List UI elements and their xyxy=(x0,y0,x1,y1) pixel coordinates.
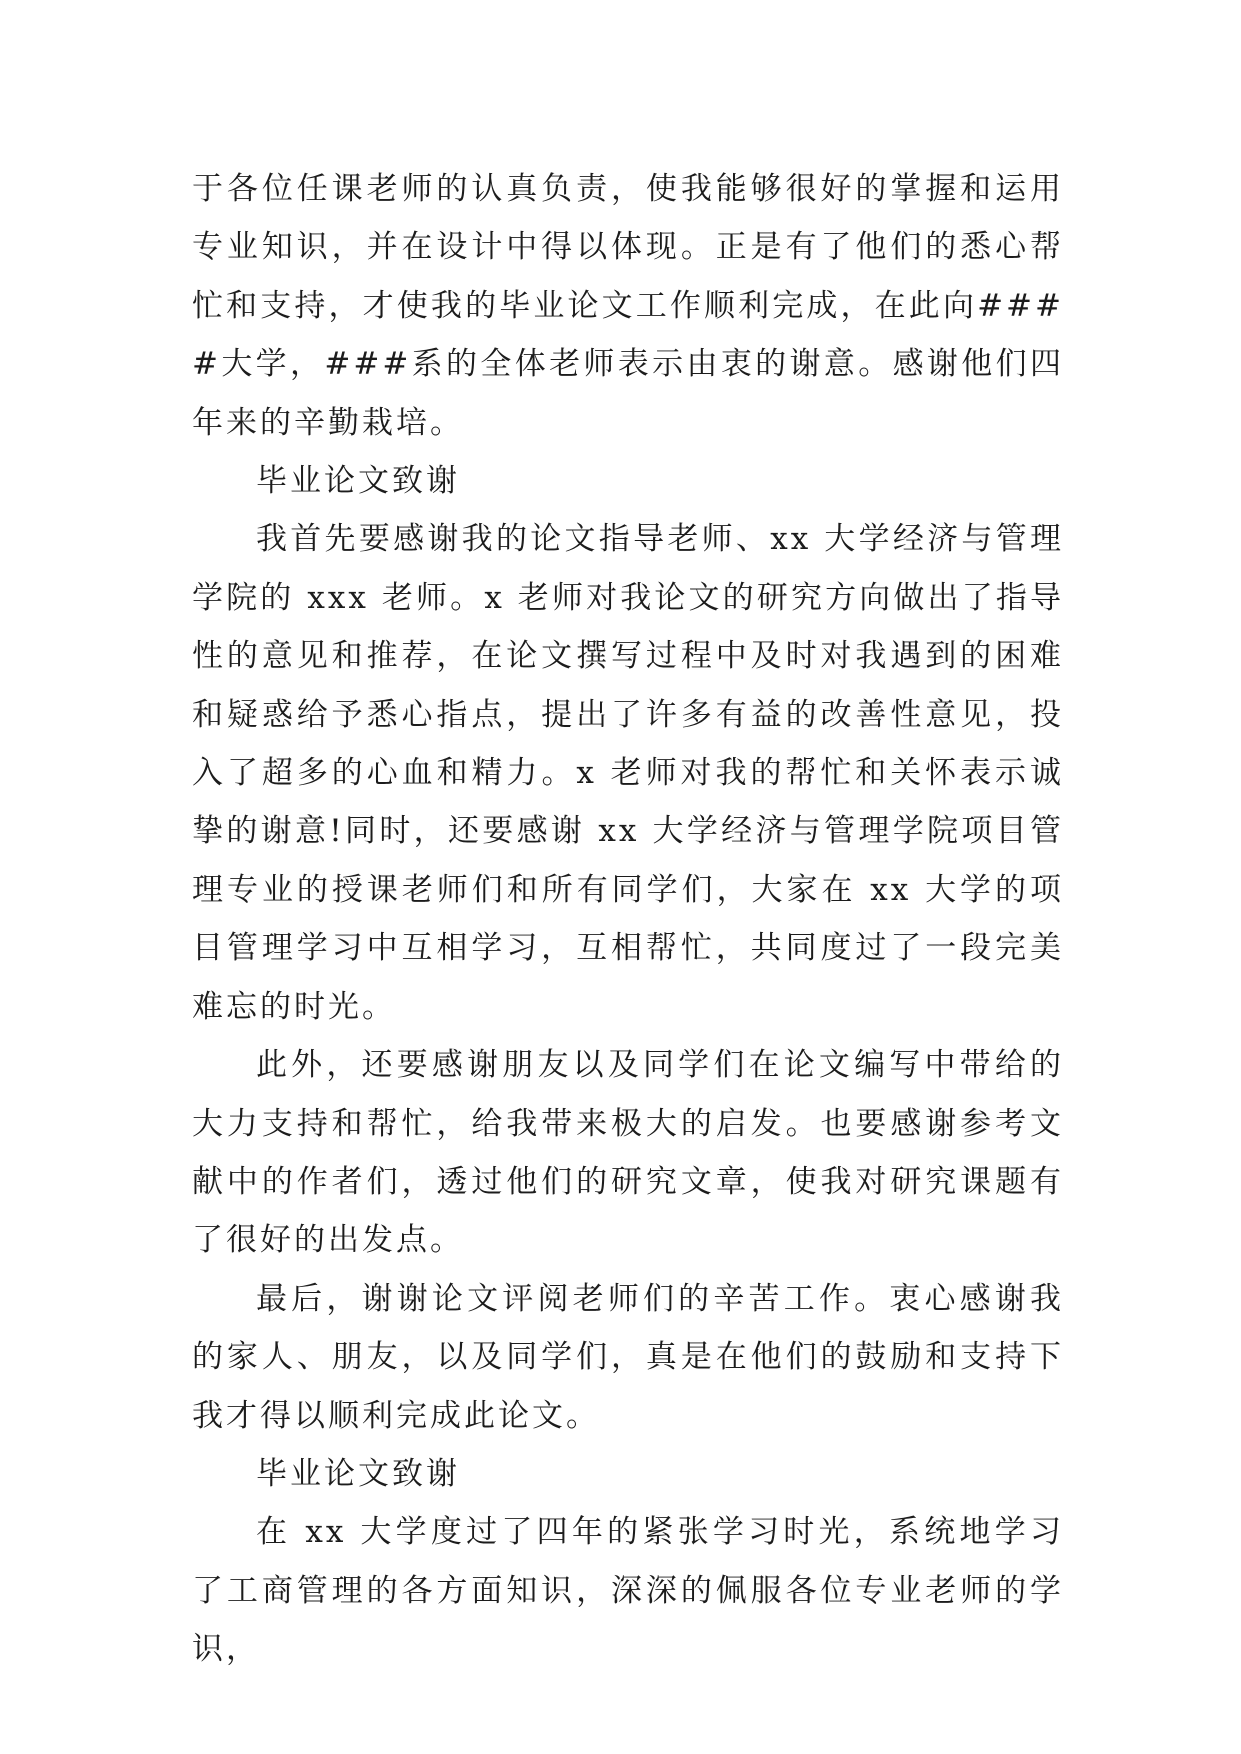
section-heading: 毕业论文致谢 xyxy=(256,1455,460,1492)
paragraph-friends-thanks: 此外，还要感谢朋友以及同学们在论文编写中带给的大力支持和帮忙，给我带来极大的启发。也要感谢参考文献中的作者们，透过他们的研究文章，使我对研究课题有了很好的出发点。 xyxy=(192,1047,1064,1259)
paragraph-study-years: 在 xx 大学度过了四年的紧张学习时光，系统地学习了工商管理的各方面知识，深深的佩服各位专业老师的学识， xyxy=(192,1514,1064,1668)
paragraph-advisor-thanks: 我首先要感谢我的论文指导老师、xx 大学经济与管理学院的 xxx 老师。x 老师对我论文的研究方向做出了指导性的意见和推荐，在论文撰写过程中及时对我遇到的困难和疑惑给予悉心指点，提出了许多有益的改善性意见，投入了超多的心血和精力。x 老师对我的帮忙和关怀表示诚挚的谢意!同时，还要感谢 xx 大学经济与管理学院项目管理专业的授课老师们和所有同学们，大家在 xx 大学的项目管理学习中互相学习，互相帮忙，共同度过了一段完美难忘的时光。 xyxy=(192,521,1064,1025)
document-body xyxy=(192,160,1064,1679)
paragraph-continuation: 于各位任课老师的认真负责，使我能够很好的掌握和运用专业知识，并在设计中得以体现。正是有了他们的悉心帮忙和支持，才使我的毕业论文工作顺利完成，在此向####大学，###系的全体老师表示由衷的谢意。感谢他们四年来的辛勤栽培。 xyxy=(192,171,1064,441)
section-heading: 毕业论文致谢 xyxy=(256,463,460,500)
paragraph-closing-thanks: 最后，谢谢论文评阅老师们的辛苦工作。衷心感谢我的家人、朋友，以及同学们，真是在他们的鼓励和支持下我才得以顺利完成此论文。 xyxy=(192,1280,1064,1434)
